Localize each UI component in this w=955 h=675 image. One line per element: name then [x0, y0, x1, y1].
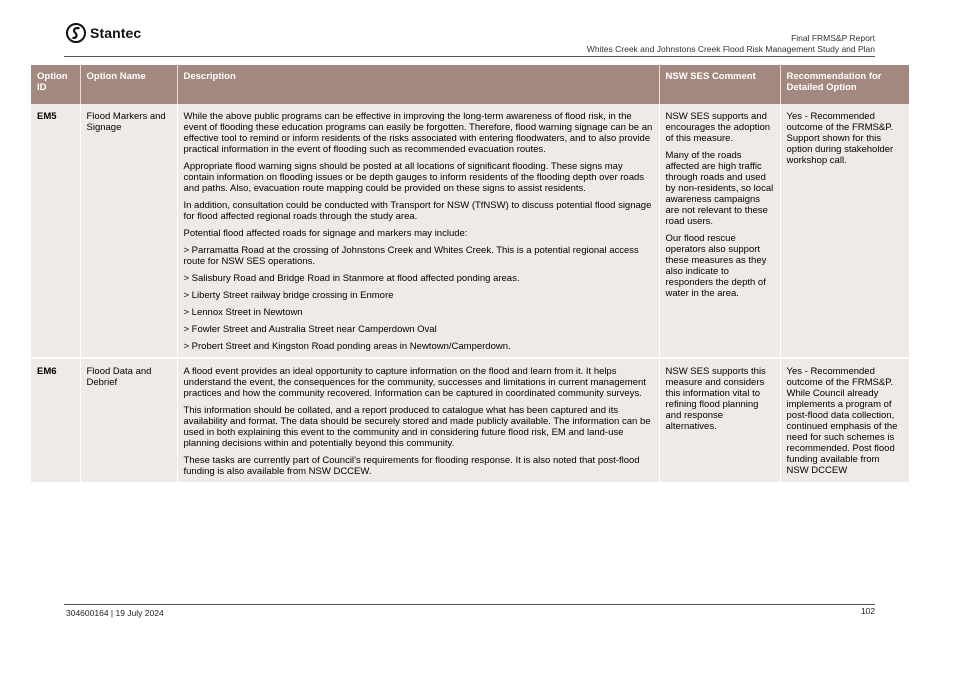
option-description [177, 358, 659, 483]
column-header-option-name: Option Name [80, 65, 177, 104]
logo-text: Stantec [90, 25, 142, 41]
recommendation: Yes - Recommended outcome of the FRMS&P. While Council already implements a program of post-flood data collection, continued emphasis of the need for such schemes is recommended. Post flood funding available from NSW DCCEW [780, 358, 909, 483]
header-divider [64, 56, 875, 57]
description-paragraph: These tasks are currently part of Council’s requirements for flooding response. It is also noted that post-flood funding is also available from NSW DCCEW. [183, 455, 640, 477]
footer-divider [64, 604, 875, 605]
table-row [31, 358, 909, 483]
ses-comment-paragraph: NSW SES supports and encourages the adoption of this measure. [665, 111, 771, 144]
stantec-logo-icon [66, 23, 86, 43]
options-table [31, 65, 909, 484]
description-list-item: > Liberty Street railway bridge crossing in Enmore [183, 290, 394, 301]
table-header-row [31, 65, 909, 104]
study-title: Whites Creek and Johnstons Creek Flood Risk Management Study and Plan [586, 44, 875, 54]
recommendation: Yes - Recommended outcome of the FRMS&P. Support shown for this option during stakeholder workshop call. [780, 104, 909, 358]
ses-comment-paragraph: NSW SES supports this measure and considers this information vital to refining flood planning and response alternatives. [665, 366, 766, 432]
description-list-item: > Salisbury Road and Bridge Road in Stanmore at flood affected ponding areas. [183, 273, 520, 284]
description-paragraph: A flood event provides an ideal opportunity to capture information on the flood and learn from it. It helps understand the event, the consequences for the community, successes and limitations in current management practices and how the community recovered. Information can be captured in coordinated community surveys. [183, 366, 646, 399]
option-description [177, 104, 659, 358]
ses-comment-paragraph: Our flood rescue operators also support these measures as they also indicate to responders the depth of water in the area. [665, 233, 767, 299]
column-header-ses-comment: NSW SES Comment [659, 65, 780, 104]
description-list-item: > Parramatta Road at the crossing of Johnstons Creek and Whites Creek. This is a potential regional access route for NSW SES operations. [183, 245, 639, 267]
option-id: EM5 [31, 104, 80, 358]
table-row [31, 104, 909, 358]
option-id: EM6 [31, 358, 80, 483]
document-reference: 304600164 | 19 July 2024 [66, 608, 164, 618]
description-list-item: > Fowler Street and Australia Street near Camperdown Oval [183, 324, 437, 335]
column-header-description: Description [177, 65, 659, 104]
description-paragraph: This information should be collated, and a report produced to catalogue what has been captured and its availability and format. The data should be securely stored and made publicly available. The information can be used in both explaining this event to the community and in considering future flood risk, EM and land-use planning decisions within and potentially beyond this community. [183, 405, 651, 449]
stantec-logo [66, 23, 141, 43]
ses-comment [659, 358, 780, 483]
ses-comment-paragraph: Many of the roads affected are high traffic through roads and used by non-residents, so local awareness campaigns are not relevant to these road users. [665, 150, 774, 227]
option-name: Flood Markers and Signage [80, 104, 177, 358]
description-paragraph: In addition, consultation could be conducted with Transport for NSW (TfNSW) to discuss potential flood signage for flood affected regional roads through the study area. [183, 200, 652, 222]
description-paragraph: While the above public programs can be effective in improving the long-term awareness of flood risk, in the event of flooding these education programs can easily be forgotten. Therefore, flood warning signage can be an effective tool to remind or inform residents of the risks associated with entering floodwaters, and to also provide practical information in the event of flooding such as recommended evacuation routes. [183, 111, 653, 155]
description-list-item: > Lennox Street in Newtown [183, 307, 303, 318]
ses-comment [659, 104, 780, 358]
column-header-option-id: Option ID [31, 65, 80, 104]
description-paragraph: Potential flood affected roads for signage and markers may include: [183, 228, 468, 239]
option-name: Flood Data and Debrief [80, 358, 177, 483]
column-header-recommendation: Recommendation for Detailed Option [780, 65, 909, 104]
description-list-item: > Probert Street and Kingston Road ponding areas in Newtown/Camperdown. [183, 341, 511, 352]
page-number: 102 [860, 606, 875, 616]
description-paragraph: Appropriate flood warning signs should be posted at all locations of significant flooding. These signs may contain information on flooding issues or be depth gauges to inform residents of the flooding depth over roads and paths. Also, evacuation route mapping could be provided on these signs to assist residents. [183, 161, 645, 194]
report-title: Final FRMS&P Report [791, 33, 875, 43]
page-header [587, 33, 875, 55]
